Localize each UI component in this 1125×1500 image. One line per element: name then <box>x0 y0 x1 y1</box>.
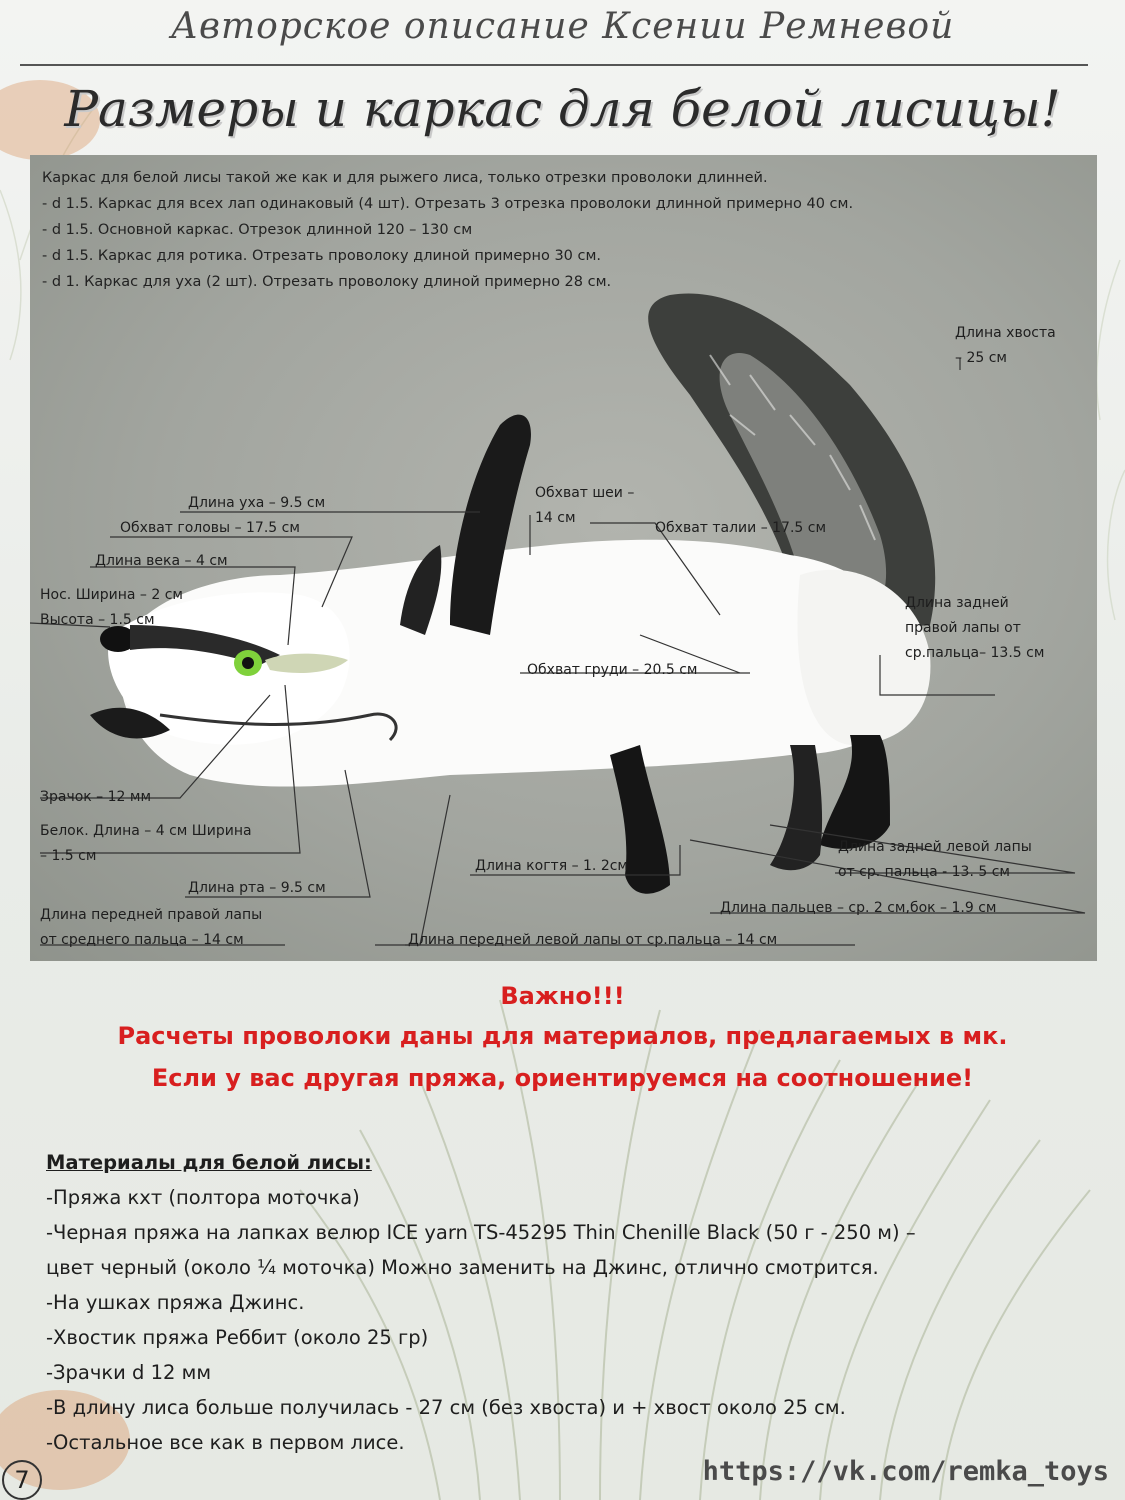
annotation-head-girth: Обхват головы – 17.5 см <box>120 520 300 536</box>
annotation-nose: Нос. Ширина – 2 см Высота – 1.5 см <box>40 587 183 628</box>
annotation-ear-length: Длина уха – 9.5 см <box>188 495 326 511</box>
page-title: Размеры и каркас для белой лисицы! <box>64 80 1061 138</box>
annotation-chest-girth: Обхват груди – 20.5 см <box>527 662 698 678</box>
materials-item: -В длину лиса больше получилась - 27 см (без хвоста) и + хвост около 25 см. <box>46 1396 846 1419</box>
materials-heading: Материалы для белой лисы: <box>46 1151 372 1174</box>
important-line-1: Расчеты проволоки даны для материалов, предлагаемых в мк. <box>117 1022 1008 1050</box>
fox-photo <box>30 155 1097 961</box>
annotation-hind-right-paw: Длина задней правой лапы от ср.пальца– 13.5 см <box>905 595 1045 661</box>
materials-item: -Остальное все как в первом лисе. <box>46 1431 405 1454</box>
materials-item: -Зрачки d 12 мм <box>46 1361 212 1384</box>
page-number: 7 <box>2 1460 42 1500</box>
intro-line: - d 1. Каркас для уха (2 шт). Отрезать проволоку длиной примерно 28 см. <box>42 274 612 290</box>
materials-item: -Пряжа кхт (полтора моточка) <box>46 1186 360 1209</box>
annotation-finger-length: Длина пальцев – ср. 2 см,бок – 1.9 см <box>720 900 997 916</box>
header-divider <box>20 64 1088 66</box>
annotation-mouth-length: Длина рта – 9.5 см <box>188 880 326 896</box>
annotation-eyelid-length: Длина века – 4 см <box>95 553 228 569</box>
materials-section <box>46 1145 916 1460</box>
annotation-claw-length: Длина когтя – 1. 2см <box>475 858 628 874</box>
author-line: Авторское описание Ксении Ремневой <box>170 6 955 47</box>
footer-url[interactable]: https://vk.com/remka_toys <box>702 1456 1109 1487</box>
intro-line: Каркас для белой лисы такой же как и для рыжего лиса, только отрезки проволоки длинней. <box>42 170 768 186</box>
wire-frame-intro <box>42 165 853 295</box>
annotation-eye-white: Белок. Длина – 4 см Ширина – 1.5 см <box>40 823 252 864</box>
intro-line: - d 1.5. Каркас для ротика. Отрезать проволоку длиной примерно 30 см. <box>42 248 602 264</box>
intro-line: - d 1.5. Основной каркас. Отрезок длинной 120 – 130 см <box>42 222 473 238</box>
important-heading: Важно!!! <box>500 982 625 1010</box>
annotation-waist-girth: Обхват талии – 17.5 см <box>655 520 827 536</box>
materials-item: -На ушках пряжа Джинс. <box>46 1291 305 1314</box>
annotation-front-right-paw: Длина передней правой лапы от среднего пальца – 14 см <box>40 907 263 948</box>
annotation-neck-girth: Обхват шеи – 14 см <box>535 485 635 526</box>
materials-item: цвет черный (около ¼ моточка) Можно заменить на Джинс, отлично смотрится. <box>46 1256 879 1279</box>
annotation-front-left-paw: Длина передней левой лапы от ср.пальца – 14 см <box>408 932 778 948</box>
annotation-pupil: Зрачок – 12 мм <box>40 789 152 805</box>
materials-item: -Черная пряжа на лапках велюр ICE yarn TS-45295 Thin Chenille Black (50 г - 250 м) – <box>46 1221 916 1244</box>
annotation-hind-left-paw: Длина задней левой лапы от ср. пальца - 13. 5 см <box>838 839 1032 880</box>
important-line-2: Если у вас другая пряжа, ориентируемся на соотношение! <box>151 1064 974 1092</box>
annotation-tail-length: Длина хвоста – 25 см <box>955 325 1056 366</box>
intro-line: - d 1.5. Каркас для всех лап одинаковый (4 шт). Отрезать 3 отрезка проволоки длинной примерно 40 см. <box>42 196 854 212</box>
materials-item: -Хвостик пряжа Реббит (около 25 гр) <box>46 1326 429 1349</box>
